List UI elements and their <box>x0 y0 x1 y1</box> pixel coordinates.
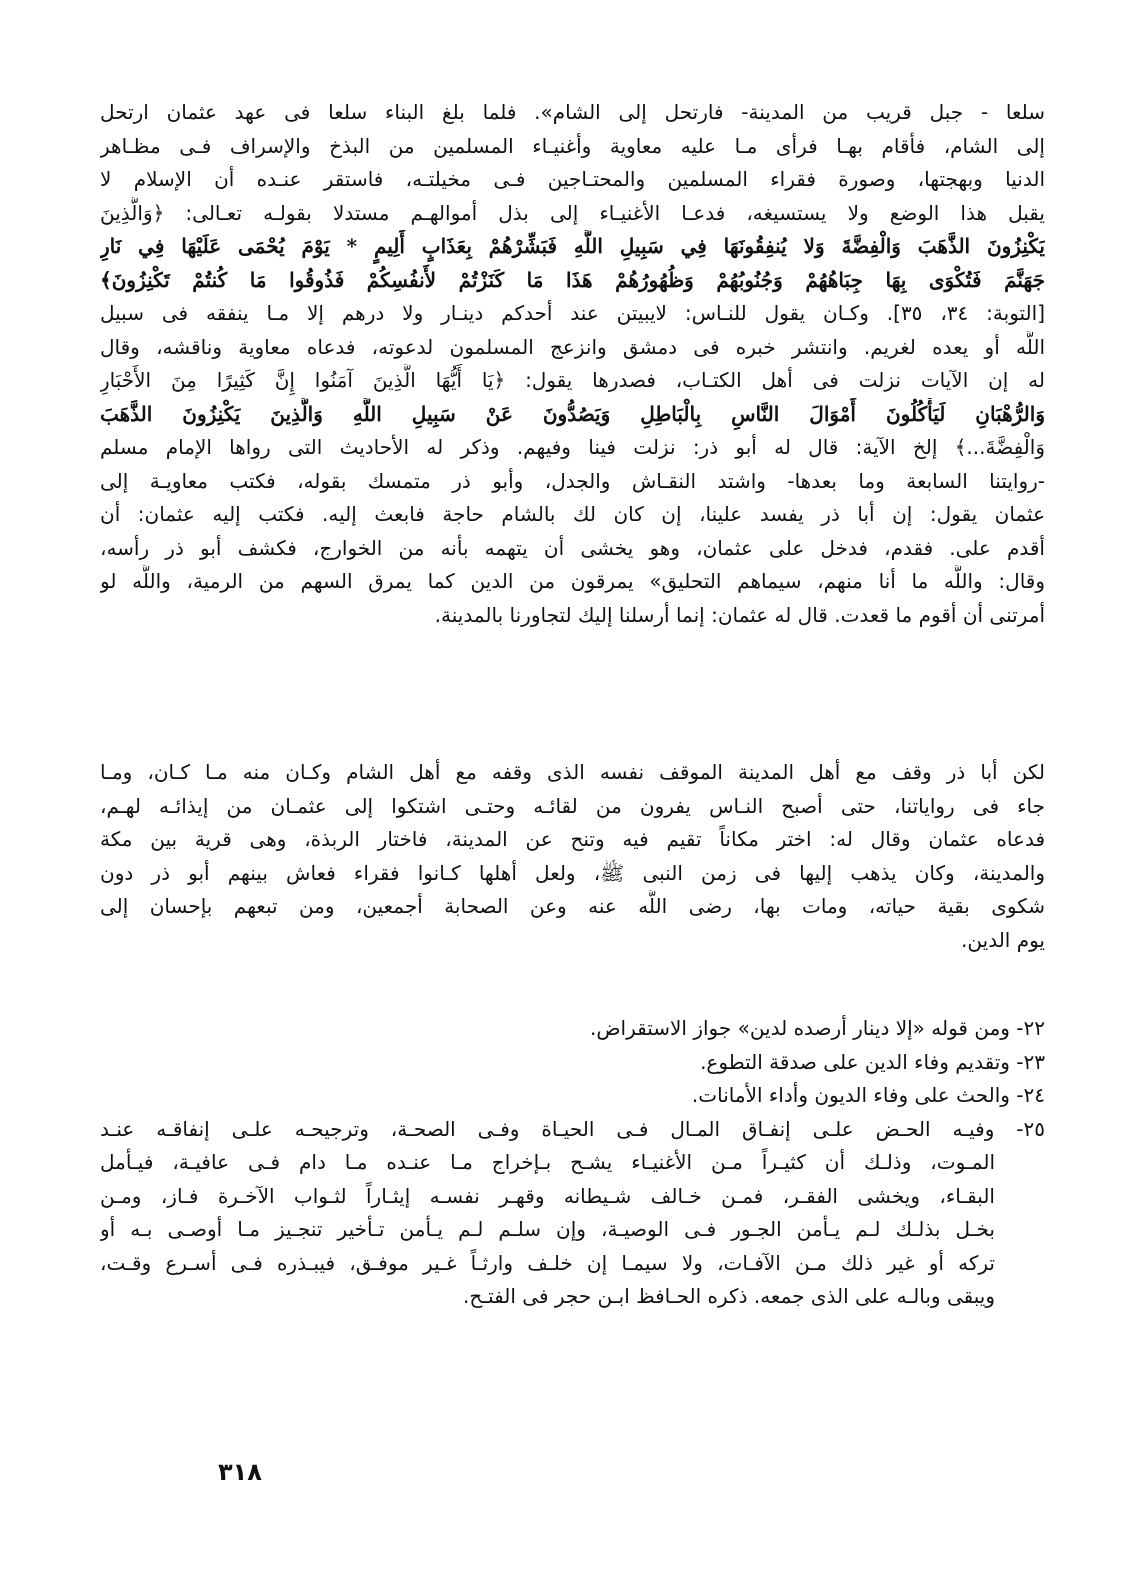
numbered-points-list <box>100 1012 1045 1314</box>
text-line: المـوت، وذلـك أن كثيـراً مـن الأغنيـاء يشـح بـإخراج مـا عنـده مـا دام فـى عافيـة، فيـأمل <box>100 1150 995 1174</box>
quran-verse-line: وَالرُّهْبَانِ لَيَأْكُلُونَ أَمْوَالَ النَّاسِ بِالْبَاطِلِ وَيَصُدُّونَ عَنْ سَبِيلِ اللَّهِ وَالَّذِينَ يَكْنِزُونَ الذَّهَبَ <box>100 401 1045 426</box>
text-line: -روايتنا السابعة وما بعدها- واشتد النقـاش والجدل، وأبو ذر متمسك بقوله، فكتب معاويـة إلى <box>100 468 1045 493</box>
quran-verse-line: جَهَنَّمَ فَتُكْوَى بِهَا جِبَاهُهُمْ وَجُنُوبُهُمْ وَظُهُورُهُمْ هَذَا مَا كَنَزْتُمْ لأَنفُسِكُمْ فَذُوقُوا مَا كُنتُمْ تَكْنِزُونَ﴾ <box>100 267 1045 292</box>
text-line: البقـاء، ويخشى الفقـر، فمـن خـالف شـيطانه وقهـر نفسـه إيثـاراً لثـواب الآخـرة فـاز، ومـن <box>100 1183 995 1208</box>
text-line: إلى الشام، فأقام بهـا فرأى مـا عليه معاوية وأغنيـاء المسلمين من البذخ والإسراف فـى مظـاهر <box>100 133 1045 158</box>
text-line: بخـل بذلـك لـم يـأمن الجـور فـى الوصيـة، وإن سلـم لـم يـأمن تـأخير تنجـيز مـا أوصـى بـه أو <box>100 1217 995 1241</box>
text-line: ٢٢- ومن قوله «إلا دينار أرصده لدين» جواز الاستقراض. <box>589 1016 1045 1040</box>
text-line: عثمان يقول: إن أبا ذر يفسد علينا، إن كان لك بالشام حاجة فابعث إليه. فكتب إليه عثمان: أن <box>100 502 1045 526</box>
text-line: جاء فى رواياتنا، حتى أصبح النـاس يفرون من لقائـه وحتـى اشتكوا إلى عثمـان من إيذائـه لهـم، <box>100 793 1045 818</box>
text-line: وقال: واللَّه ما أنا منهم، سيماهم التحليق» يمرقون من الدين كما يمرق السهم من الرمية، واللَّه لو <box>100 569 1045 593</box>
list-item <box>100 1046 1045 1080</box>
text-line: سلعا - جبل قريب من المدينة- فارتحل إلى الشام». فلما بلغ البناء سلعا فى عهد عثمان ارتحل <box>100 100 1045 124</box>
text-line: اللَّه أو يعده لغريم. وانتشر خبره فى دمشق وانزعج المسلمون لدعوته، فدعاه معاوية وناقشه، وقال <box>100 334 1045 359</box>
text-line: ويبقى وبالـه على الذى جمعه. ذكره الحـافظ ابـن حجر فى الفتـح. <box>463 1284 995 1308</box>
text-line: له إن الآيات نزلت فى أهل الكتـاب، فصدرها يقول: ﴿يَا أَيُّهَا الَّذِينَ آمَنُوا إِنَّ كَثِيرًا مِنَ الأَحْبَارِ <box>100 368 1045 392</box>
text-line: شكوى بقية حياته، ومات بها، رضى اللَّه عنه وعن الصحابة أجمعين، ومن تبعهم بإحسان إلى <box>100 894 1045 918</box>
paragraph-abu-dharr-sham <box>100 96 1045 632</box>
page-number: ٣١٨ <box>218 1458 262 1486</box>
paragraph-abu-dharr-madina <box>100 756 1045 957</box>
text-line: أمرتنى أن أقوم ما قعدت. قال له عثمان: إنما أرسلنا إليك لتجاورنا بالمدينة. <box>434 602 1045 627</box>
text-line: يقبل هذا الوضع ولا يستسيغه، فدعـا الأغنيـاء إلى بذل أموالهـم مستدلا بقولـه تعـالى: ﴿وَالَّذِينَ <box>100 200 1045 225</box>
quran-verse-line: يَكْنِزُونَ الذَّهَبَ وَالْفِضَّةَ وَلا يُنفِقُونَهَا فِي سَبِيلِ اللَّهِ فَبَشِّرْهُمْ بِعَذَابٍ أَلِيمٍ * يَوْمَ يُحْمَى عَلَيْهَا فِي نَارِ <box>100 234 1045 258</box>
list-item <box>100 1079 1045 1113</box>
text-line: فدعاه عثمان وقال له: اختر مكاناً تقيم فيه وتنح عن المدينة، فاختار الربذة، وهى قرية بين مكة <box>100 827 1045 851</box>
text-line: يوم الدين. <box>961 927 1045 952</box>
list-item <box>100 1012 1045 1046</box>
text-line: والمدينة، وكان يذهب إليها فى زمن النبى ﷺ، ولعل أهلها كـانوا فقراء فعاش بينهم أبو ذر دون <box>100 860 1045 885</box>
text-line: ٢٤- والحث على وفاء الديون وأداء الأمانات. <box>691 1083 1045 1107</box>
text-line: ٢٥- وفيـه الحـض علـى إنفـاق المـال فـى الحيـاة وفـى الصحـة، وترجيحـه علـى إنفاقـه عنـد <box>100 1116 1045 1141</box>
text-line: الدنيا وبهجتها، وصورة فقراء المسلمين والمحتـاجين فـى مخيلتـه، فاستقر عنـده أن الإسلام لا <box>100 167 1045 191</box>
text-line: ٢٣- وتقديم وفاء الدين على صدقة التطوع. <box>700 1049 1045 1074</box>
text-line: وَالْفِضَّةَ...﴾ إلخ الآية: قال له أبو ذر: نزلت فينا وفيهم. وذكر له الأحاديث التى رواها الإمام مسلم <box>100 435 1045 459</box>
text-line: لكن أبا ذر وقف مع أهل المدينة الموقف نفسه الذى وقفه مع أهل الشام وكـان منه مـا كـان، ومـا <box>100 760 1045 784</box>
list-item <box>100 1113 1045 1314</box>
text-line: تركه أو غير ذلك مـن الآفـات، ولا سيمـا إن خلـف وارثـاً غـير موفـق، فيبـذره فـى أسـرع وقـت، <box>100 1250 995 1275</box>
text-line: [التوبة: ٣٤، ٣٥]. وكـان يقول للنـاس: لايبيتن عند أحدكم دينـار ولا درهم إلا مـا ينفقه فى سبيل <box>100 301 1045 325</box>
text-line: أقدم على. فقدم، فدخل على عثمان، وهو يخشى أن يتهمه بأنه من الخوارج، فكشف أبو ذر رأسه، <box>100 535 1045 560</box>
